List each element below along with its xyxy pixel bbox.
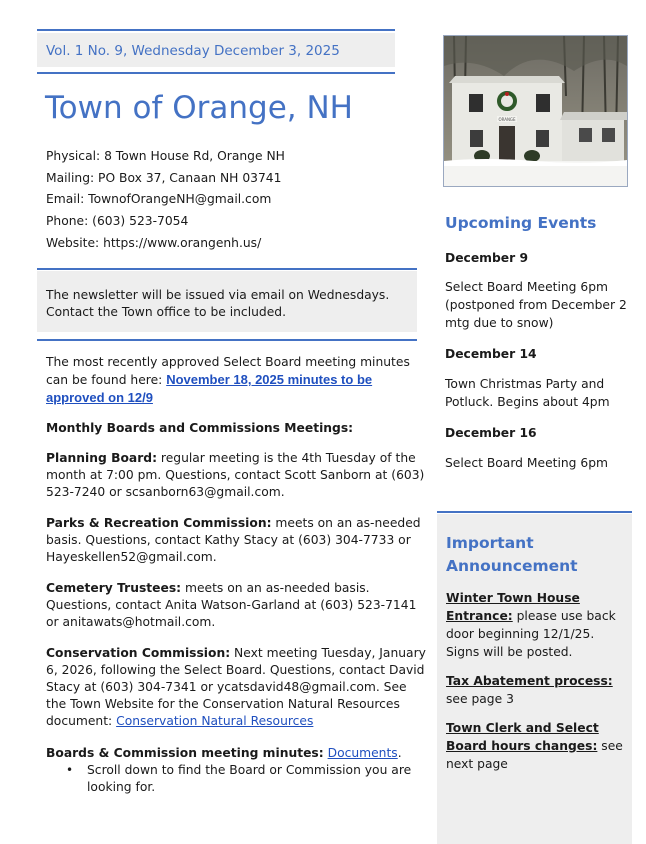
announcement-title: Important Announcement xyxy=(446,534,578,575)
announcement-item-1 xyxy=(446,589,626,661)
notice-text: The newsletter will be issued via email on Wednesdays. Contact the Town office to be included. xyxy=(46,288,390,319)
board-minutes-end: . xyxy=(397,746,402,760)
parks-rec-text: meets on an as-needed basis. Questions, contact Kathy Stacy at (603) 304-7733 or Hayeskellen52@gmail.com. xyxy=(46,516,421,564)
minutes-link[interactable]: November 18, 2025 minutes to be approved on 12/9 xyxy=(46,372,373,405)
parks-rec-item xyxy=(46,515,426,566)
contact-website: Website: https://www.orangenh.us/ xyxy=(46,236,262,250)
town-house-image xyxy=(444,36,627,186)
banner-rule xyxy=(37,72,395,74)
contact-email: Email: TownofOrangeNH@gmail.com xyxy=(46,192,272,206)
cemetery-text: meets on an as-needed basis. Questions, contact Anita Watson-Garland at (603) 523-7141 or anitawats@hotmail.com. xyxy=(46,581,417,629)
event-text-1: Select Board Meeting 6pm (postponed from December 2 mtg due to snow) xyxy=(445,280,627,330)
documents-link[interactable]: Documents xyxy=(327,746,398,760)
contact-physical: Physical: 8 Town House Rd, Orange NH xyxy=(46,149,285,163)
board-minutes-line xyxy=(46,745,426,762)
top-rule xyxy=(37,29,395,31)
photo-sign: ORANGE xyxy=(498,117,516,122)
conservation-label: Conservation Commission: xyxy=(46,646,231,660)
event-text-2: Town Christmas Party and Potluck. Begins about 4pm xyxy=(445,377,610,409)
event-date-2: December 14 xyxy=(445,347,537,361)
bullet-dot: • xyxy=(66,763,74,777)
notice-bottom-rule xyxy=(37,339,417,341)
announcement-text-3: see next page xyxy=(446,739,623,771)
cemetery-label: Cemetery Trustees: xyxy=(46,581,182,595)
board-minutes-label: Boards & Commission meeting minutes: xyxy=(46,746,324,760)
announcement-label-1: Winter Town House Entrance: xyxy=(446,591,580,623)
notice-box xyxy=(37,271,417,332)
event-text-3: Select Board Meeting 6pm xyxy=(445,456,608,470)
announcement-text-1: please use back door beginning 12/1/25. Signs will be posted. xyxy=(446,609,616,659)
contact-phone: Phone: (603) 523-7054 xyxy=(46,214,189,228)
planning-board-text: regular meeting is the 4th Tuesday of the month at 7:00 pm. Questions, contact Scott Sanborn at (603) 523-7240 or scsanborn63@gmail.com. xyxy=(46,451,425,499)
parks-rec-label: Parks & Recreation Commission: xyxy=(46,516,272,530)
announcement-label-3: Town Clerk and Select Board hours changes: xyxy=(446,721,599,753)
conservation-item xyxy=(46,645,426,730)
announcement-text-2: see page 3 xyxy=(446,692,514,706)
scroll-bullet-text: Scroll down to find the Board or Commission you are looking for. xyxy=(87,763,412,794)
minutes-paragraph xyxy=(46,354,426,407)
minutes-intro: The most recently approved Select Board meeting minutes can be found here: xyxy=(46,355,410,387)
event-date-3: December 16 xyxy=(445,426,537,440)
conservation-link[interactable]: Conservation Natural Resources xyxy=(116,714,314,728)
notice-top-rule xyxy=(37,268,417,270)
announcement-item-2 xyxy=(446,672,626,708)
page-title: Town of Orange, NH xyxy=(45,90,353,126)
contact-mailing: Mailing: PO Box 37, Canaan NH 03741 xyxy=(46,171,282,185)
cemetery-item xyxy=(46,580,426,631)
town-house-photo xyxy=(443,35,628,187)
planning-board-item xyxy=(46,450,426,501)
announcement-item-3 xyxy=(446,719,626,773)
events-title: Upcoming Events xyxy=(445,214,597,232)
event-date-1: December 9 xyxy=(445,251,529,265)
issue-line: Vol. 1 No. 9, Wednesday December 3, 2025 xyxy=(46,43,340,59)
announcement-rule xyxy=(437,511,632,513)
conservation-text: Next meeting Tuesday, January 6, 2026, following the Select Board. Questions, contact David Stacy at (603) 304-7341 or ycatsdavid48@gmail.com. See the Town Website for the Conservation Natural Resources document: xyxy=(46,646,426,728)
announcement-label-2: Tax Abatement process: xyxy=(446,674,613,688)
meetings-heading: Monthly Boards and Commissions Meetings: xyxy=(46,421,354,435)
planning-board-label: Planning Board: xyxy=(46,451,157,465)
